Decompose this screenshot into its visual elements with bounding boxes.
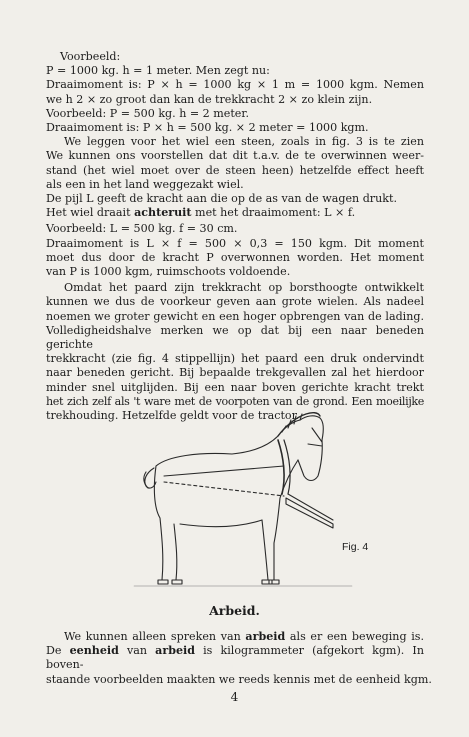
text-line: kunnen we dus de voorkeur geven aan grote wielen. Als nadeel — [46, 295, 424, 309]
example-line: Voorbeeld: P = 500 kg. h = 2 meter. — [46, 106, 249, 120]
text-line: De pijl L geeft de kracht aan die op de as van de wagen drukt. — [46, 192, 397, 206]
body-text-bottom — [46, 630, 432, 687]
text-line: als een in het land weggezakt wiel. — [46, 177, 244, 191]
text-line: minder snel uitglijden. Bij een naar boven gerichte kracht trekt — [46, 380, 424, 394]
text-line — [46, 206, 424, 220]
text-line: Draaimoment is L × f = 500 × 0,3 = 150 kgm. Dit moment — [46, 236, 424, 250]
emphasis-arbeid: arbeid — [245, 630, 286, 643]
trace-dotted-line — [164, 482, 284, 496]
horse-head — [298, 416, 323, 481]
section-heading: Arbeid. — [209, 603, 260, 618]
emphasis-arbeid: arbeid — [155, 644, 195, 658]
text-run: is kilogrammeter (afgekort kgm). In boven- — [46, 644, 424, 672]
text-run: De — [46, 644, 70, 658]
horse-illustration — [128, 348, 358, 594]
text-line: Draaimoment is: P × h = 1000 kg × 1 m = 1000 kgm. Nemen — [46, 78, 424, 92]
text-run: We kunnen alleen spreken van — [64, 630, 246, 643]
text-line: trekkracht (zie fig. 4 stippellijn) het paard een druk ondervindt — [46, 352, 424, 366]
text-line: Draaimoment is: P × h = 500 kg. × 2 meter = 1000 kgm. — [46, 121, 369, 135]
horse-chest-leg — [274, 460, 298, 580]
text-line: stand (het wiel moet over de steen heen) hetzelfde effect heeft — [46, 163, 424, 177]
text-line: We leggen voor het wiel een steen, zoals in fig. 3 is te zien — [64, 135, 424, 149]
text-run: Het wiel draait — [46, 206, 135, 220]
text-line: we h 2 × zo groot dan kan de trekkracht 2 × zo klein zijn. — [46, 92, 373, 106]
text-line — [46, 630, 424, 644]
emphasis-achteruit: achteruit — [134, 206, 192, 220]
horse-belly — [180, 520, 262, 527]
example-line: Voorbeeld: L = 500 kg. f = 30 cm. — [46, 222, 238, 236]
text-line: het zich zelf als 't ware met de voorpoten van de grond. Een moeilijke — [46, 394, 424, 408]
page-number: 4 — [230, 690, 239, 704]
horse-foreleg — [262, 520, 268, 580]
example-label: Voorbeeld: — [60, 50, 121, 63]
text-line: Volledigheidshalve merken we op dat bij een naar beneden gerichte — [46, 323, 424, 352]
example-line: P = 1000 kg. h = 1 meter. Men zegt nu: — [46, 64, 270, 78]
emphasis-eenheid: eenheid — [69, 644, 119, 658]
text-line: van P is 1000 kgm, ruimschoots voldoende. — [46, 265, 291, 279]
text-line: We kunnen ons voorstellen dat dit t.a.v. de te overwinnen weer- — [46, 149, 424, 163]
figure-caption: Fig. 4 — [342, 541, 369, 553]
trace-line — [164, 466, 284, 476]
text-run: met het draaimoment: L × f. — [191, 206, 356, 220]
horse-hindleg-2 — [174, 524, 177, 580]
text-line: staande voorbeelden maakten we reeds kennis met de eenheid kgm. — [46, 672, 432, 686]
collar — [278, 440, 284, 494]
text-line: noemen we groter gewicht en een hoger opbrengen van de lading. — [46, 309, 424, 323]
text-line — [46, 644, 424, 672]
text-run: als er een beweging is. — [285, 630, 424, 643]
barrier-bar — [286, 498, 333, 528]
text-run: van — [118, 644, 156, 658]
text-line: moet dus door de kracht P overwonnen worden. Het moment — [46, 250, 424, 264]
text-line: Omdat het paard zijn trekkracht op borsthoogte ontwikkelt — [64, 281, 424, 295]
text-line: naar beneden gericht. Bij bepaalde trekgevallen zal het hierdoor — [46, 366, 424, 380]
text-line: trekhouding. Hetzelfde geldt voor de tractor. — [46, 409, 300, 423]
